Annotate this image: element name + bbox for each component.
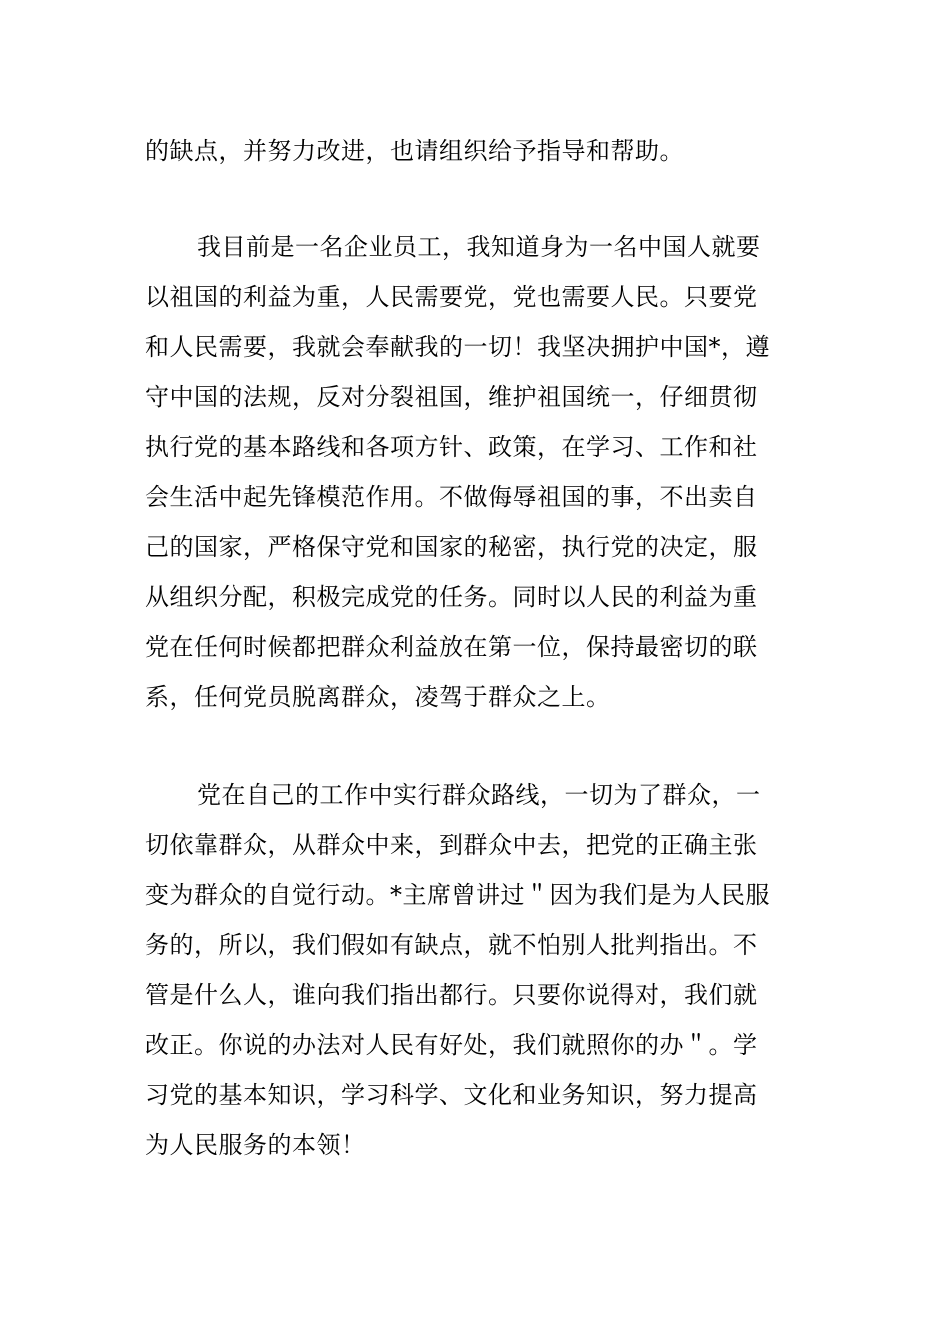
text-line: 党在自己的工作中实行群众路线，一切为了群众，一 — [197, 781, 761, 809]
text-line: 会生活中起先锋模范作用。不做侮辱祖国的事，不出卖自 — [145, 483, 758, 511]
paragraph-employee-statement — [145, 222, 810, 722]
text-line: 变为群众的自觉行动。*主席曾讲过＂因为我们是为人民服 — [145, 881, 770, 909]
text-line: 切依靠群众，从群众中来，到群众中去，把党的正确主张 — [145, 831, 758, 859]
text-line: 从组织分配，积极完成党的任务。同时以人民的利益为重 — [145, 583, 758, 611]
text-line: 的缺点，并努力改进，也请组织给予指导和帮助。 — [145, 137, 684, 165]
text-line: 系，任何党员脱离群众，凌驾于群众之上。 — [145, 683, 611, 711]
text-line: 党在任何时候都把群众利益放在第一位，保持最密切的联 — [145, 633, 758, 661]
text-line: 己的国家，严格保守党和国家的秘密，执行党的决定，服 — [145, 533, 758, 561]
text-line: 为人民服务的本领！ — [145, 1131, 366, 1159]
text-line: 务的，所以，我们假如有缺点，就不怕别人批判指出。不 — [145, 931, 758, 959]
text-line: 执行党的基本路线和各项方针、政策，在学习、工作和社 — [145, 433, 758, 461]
text-line: 改正。你说的办法对人民有好处，我们就照你的办＂。学 — [145, 1031, 758, 1059]
text-line: 守中国的法规，反对分裂祖国，维护祖国统一，仔细贯彻 — [145, 383, 758, 411]
text-line: 和人民需要，我就会奉献我的一切！我坚决拥护中国*，遵 — [145, 333, 770, 361]
paragraph-mass-line — [145, 770, 810, 1170]
text-line: 以祖国的利益为重，人民需要党，党也需要人民。只要党 — [145, 283, 758, 311]
text-line: 管是什么人，谁向我们指出都行。只要你说得对，我们就 — [145, 981, 758, 1009]
paragraph-continuation — [145, 126, 810, 176]
text-line: 习党的基本知识，学习科学、文化和业务知识，努力提高 — [145, 1081, 758, 1109]
text-line: 我目前是一名企业员工，我知道身为一名中国人就要 — [197, 233, 761, 261]
